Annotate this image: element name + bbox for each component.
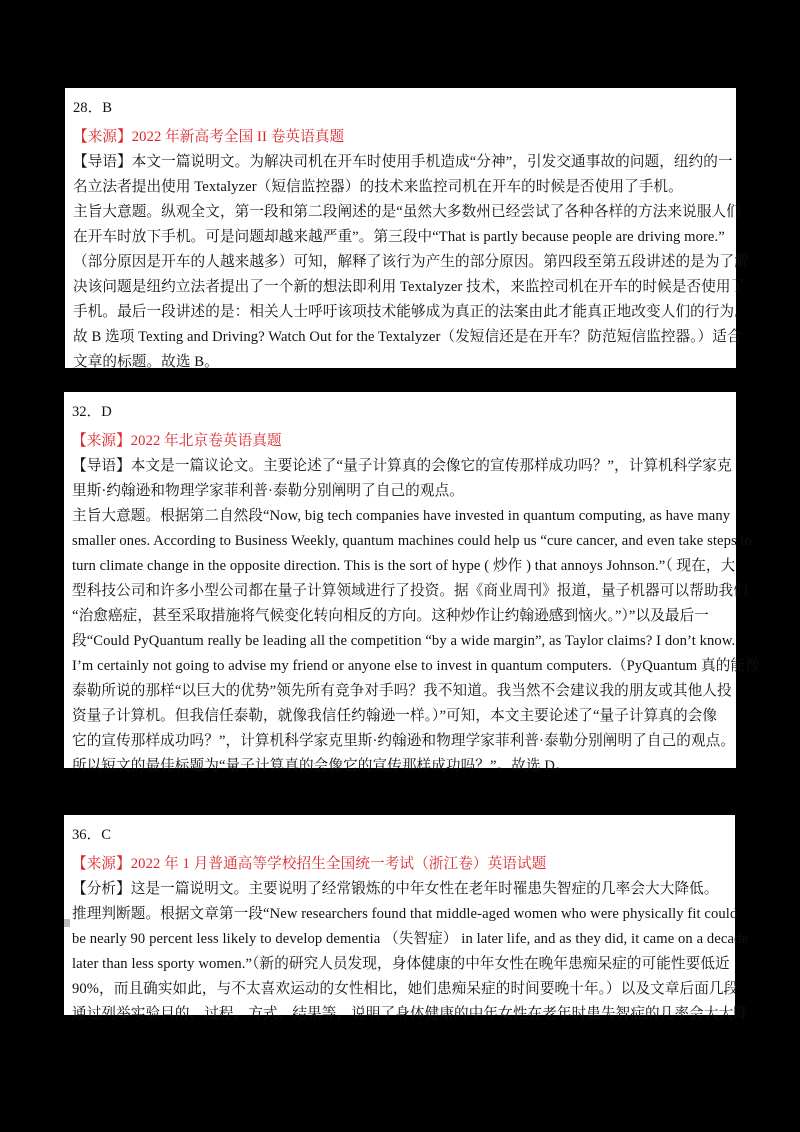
answer-number: 28．B xyxy=(73,100,112,116)
text-line: （部分原因是开车的人越来越多）可知，解释了该行为产生的部分原因。第四段至第五段讲述的是为了解 xyxy=(73,254,749,270)
margin-marker xyxy=(64,919,70,927)
text-line: 【分析】这是一篇说明文。主要说明了经常锻炼的中年女性在老年时罹患失智症的几率会大大降低。 xyxy=(72,881,719,897)
text-line: 里斯·约翰逊和物理学家菲利普·泰勒分别阐明了自己的观点。 xyxy=(72,483,464,499)
text-line: 资量子计算机。但我信任泰勒，就像我信任约翰逊一样。）”可知，本文主要论述了“量子计算真的会像 xyxy=(72,708,718,724)
text-line: 决该问题是纽约立法者提出了一个新的想法即利用 Textalyzer 技术，来监控司机在开车的时候是否使用了 xyxy=(73,279,746,295)
text-line: 它的宣传那样成功吗？”，计算机科学家克里斯·约翰逊和物理学家菲利普·泰勒分别阐明了自己的观点。 xyxy=(72,733,736,749)
text-line: 【导语】本文一篇说明文。为解决司机在开车时使用手机造成“分神”，引发交通事故的问题，纽约的一 xyxy=(73,154,733,170)
answer-explanation-28 xyxy=(65,88,749,370)
source-line: 【来源】2022 年新高考全国 II 卷英语真题 xyxy=(73,129,345,145)
text-line: 在开车时放下手机。可是问题却越来越严重”。第三段中“That is partly because people are driving more.” xyxy=(73,229,725,245)
text-line: 主旨大意题。根据第二自然段“Now, big tech companies have invested in quantum computing, as have many xyxy=(72,508,731,524)
text-line: “治愈癌症，甚至采取措施将气候变化转向相反的方向。这种炒作让约翰逊感到恼火。”）”以及最后一 xyxy=(72,608,709,624)
text-line: 所以短文的最佳标题为“量子计算真的会像它的宣传那样成功吗？”。故选 D。 xyxy=(72,758,570,774)
text-line: be nearly 90 percent less likely to develop dementia （失智症） in later life, and as they did, it came on a decade xyxy=(72,931,749,947)
text-line: 【导语】本文是一篇议论文。主要论述了“量子计算真的会像它的宣传那样成功吗？”，计算机科学家克 xyxy=(72,458,732,474)
text-line: 通过列举实验目的、过程、方式、结果等，说明了身体健康的中年女性在老年时患失智症的几率会大大降 xyxy=(72,1006,748,1022)
source-line: 【来源】2022 年 1 月普通高等学校招生全国统一考试（浙江卷）英语试题 xyxy=(72,856,547,872)
text-line: I’m certainly not going to advise my friend or anyone else to invest in quantum computers.（PyQuantum 真的能像 xyxy=(72,658,760,674)
text-line: later than less sporty women.”（新的研究人员发现，身体健康的中年女性在晚年患痴呆症的可能性要低近 xyxy=(72,956,730,972)
text-line: 泰勒所说的那样“以巨大的优势”领先所有竞争对手吗？我不知道。我当然不会建议我的朋友或其他人投 xyxy=(72,683,732,699)
answer-number: 32．D xyxy=(72,404,112,420)
text-line: 型科技公司和许多小型公司都在量子计算领域进行了投资。据《商业周刊》报道，量子机器可以帮助我们 xyxy=(72,583,748,599)
text-line: turn climate change in the opposite direction. This is the sort of hype ( 炒作 ) that annoys Johnson.”（ 现在，大 xyxy=(72,558,736,574)
answer-explanation-36 xyxy=(64,815,749,1022)
text-line: 推理判断题。根据文章第一段“New researchers found that middle-aged women who were physically fit could xyxy=(72,906,738,922)
text-line: smaller ones. According to Business Weekly, quantum machines could help us “cure cancer, and even take steps to xyxy=(72,533,753,549)
text-line: 主旨大意题。纵观全文，第一段和第二段阐述的是“虽然大多数州已经尝试了各种各样的方法来说服人们 xyxy=(73,204,741,220)
text-line: 段“Could PyQuantum really be leading all the competition “by a wide margin”, as Taylor claims? I don’t know. xyxy=(72,633,736,649)
text-line: 手机。最后一段讲述的是：相关人士呼吁该项技术能够成为真正的法案由此才能真正地改变人们的行为。 xyxy=(73,304,749,320)
text-line: 90%，而且确实如此，与不太喜欢运动的女性相比，她们患痴呆症的时间要晚十年。）以及文章后面几段 xyxy=(72,981,739,997)
source-line: 【来源】2022 年北京卷英语真题 xyxy=(72,433,282,449)
answer-explanation-32 xyxy=(64,392,760,774)
text-line: 名立法者提出使用 Textalyzer（短信监控器）的技术来监控司机在开车的时候是否使用了手机。 xyxy=(73,179,683,195)
text-line: 文章的标题。故选 B。 xyxy=(73,354,219,370)
text-line: 故 B 选项 Texting and Driving? Watch Out for the Textalyzer（发短信还是在开车？防范短信监控器。）适合 xyxy=(73,329,742,345)
answer-number: 36．C xyxy=(72,827,111,843)
